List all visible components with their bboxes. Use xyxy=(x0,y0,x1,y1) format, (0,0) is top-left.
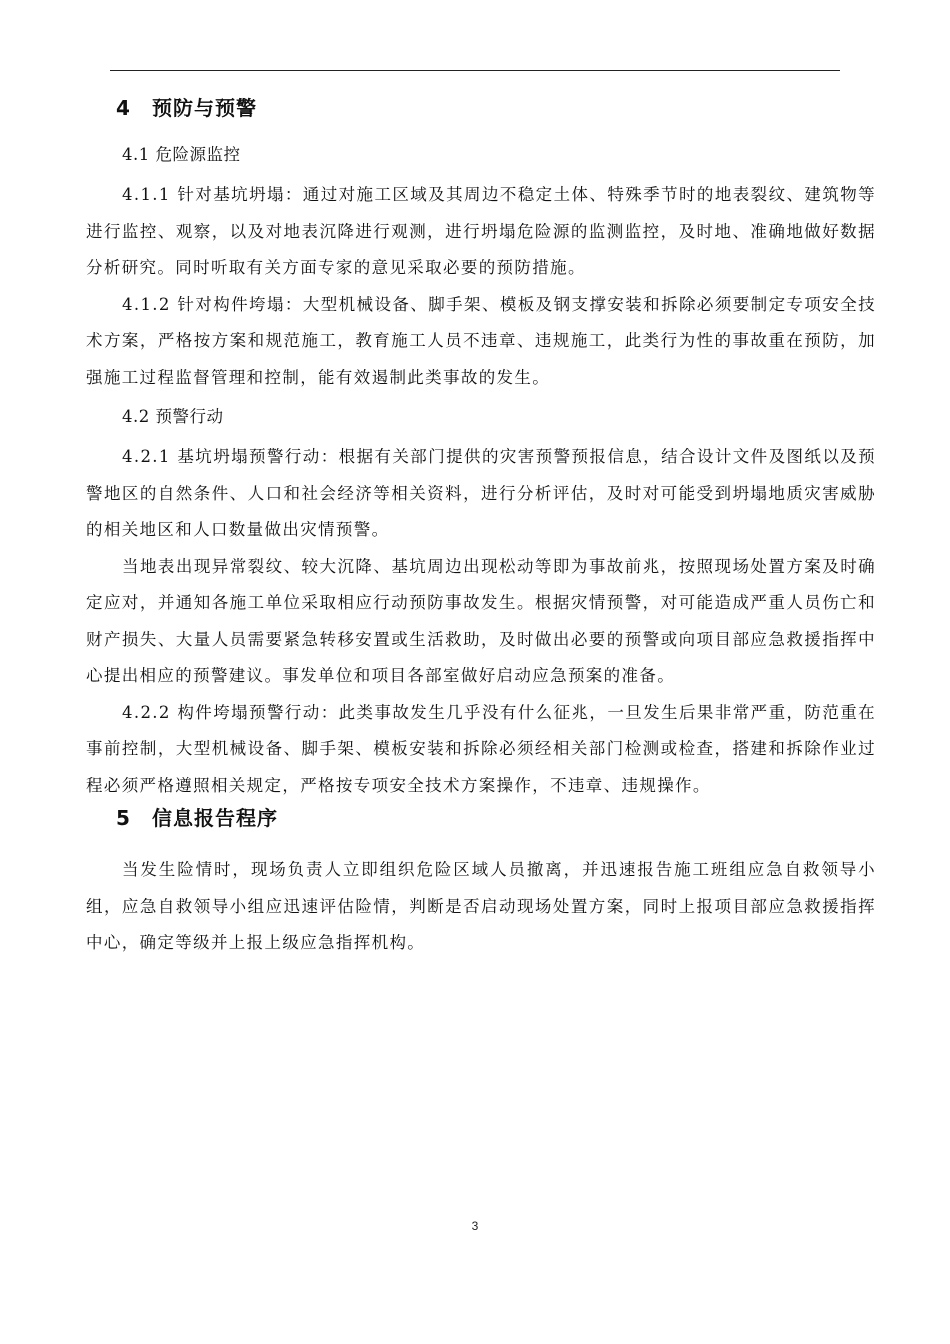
section-4-heading xyxy=(86,94,876,122)
section-5-number: 5 xyxy=(116,806,131,830)
section-5-heading xyxy=(86,804,876,832)
paragraph-4-1-2: 4.1.2 针对构件垮塌：大型机械设备、脚手架、模板及钢支撑安装和拆除必须要制定专项安全技术方案，严格按方案和规范施工，教育施工人员不违章、违规施工，此类行为性的事故重在预防，加强施工过程监督管理和控制，能有效遏制此类事故的发生。 xyxy=(86,294,876,387)
document-body xyxy=(86,86,876,962)
paragraph-5: 当发生险情时，现场负责人立即组织危险区域人员撤离，并迅速报告施工班组应急自救领导小组，应急自救领导小组应迅速评估险情，判断是否启动现场处置方案，同时上报项目部应急救援指挥中心，确定等级并上报上级应急指挥机构。 xyxy=(86,860,876,952)
paragraph-4-2-1: 4.2.1 基坑坍塌预警行动：根据有关部门提供的灾害预警预报信息，结合设计文件及图纸以及预警地区的自然条件、人口和社会经济等相关资料，进行分析评估，及时对可能受到坍塌地质灾害威胁的相关地区和人口数量做出灾情预警。 xyxy=(86,447,876,539)
paragraph-4-2-1-cont: 当地表出现异常裂纹、较大沉降、基坑周边出现松动等即为事故前兆，按照现场处置方案及时确定应对，并通知各施工单位采取相应行动预防事故发生。根据灾情预警，对可能造成严重人员伤亡和财产损失、大量人员需要紧急转移安置或生活救助，及时做出必要的预警或向项目部应急救援指挥中心提出相应的预警建议。事发单位和项目各部室做好启动应急预案的准备。 xyxy=(86,556,876,685)
header-rule xyxy=(110,70,840,71)
section-4-number: 4 xyxy=(116,96,131,120)
section-5-title: 信息报告程序 xyxy=(152,806,278,830)
page-number: 3 xyxy=(471,1219,479,1233)
section-4-title: 预防与预警 xyxy=(152,96,257,120)
paragraph-4-1-1: 4.1.1 针对基坑坍塌：通过对施工区域及其周边不稳定土体、特殊季节时的地表裂纹、建筑物等进行监控、观察，以及对地表沉降进行观测，进行坍塌危险源的监测监控，及时地、准确地做好数据分析研究。同时听取有关方面专家的意见采取必要的预防措施。 xyxy=(86,185,876,277)
subsection-4-1-heading: 4.1 危险源监控 xyxy=(122,145,241,164)
subsection-4-2-heading: 4.2 预警行动 xyxy=(122,407,224,426)
paragraph-4-2-2: 4.2.2 构件垮塌预警行动：此类事故发生几乎没有什么征兆，一旦发生后果非常严重，防范重在事前控制，大型机械设备、脚手架、模板安装和拆除必须经相关部门检测或检查，搭建和拆除作业过程必须严格遵照相关规定，严格按专项安全技术方案操作，不违章、违规操作。 xyxy=(86,702,876,795)
